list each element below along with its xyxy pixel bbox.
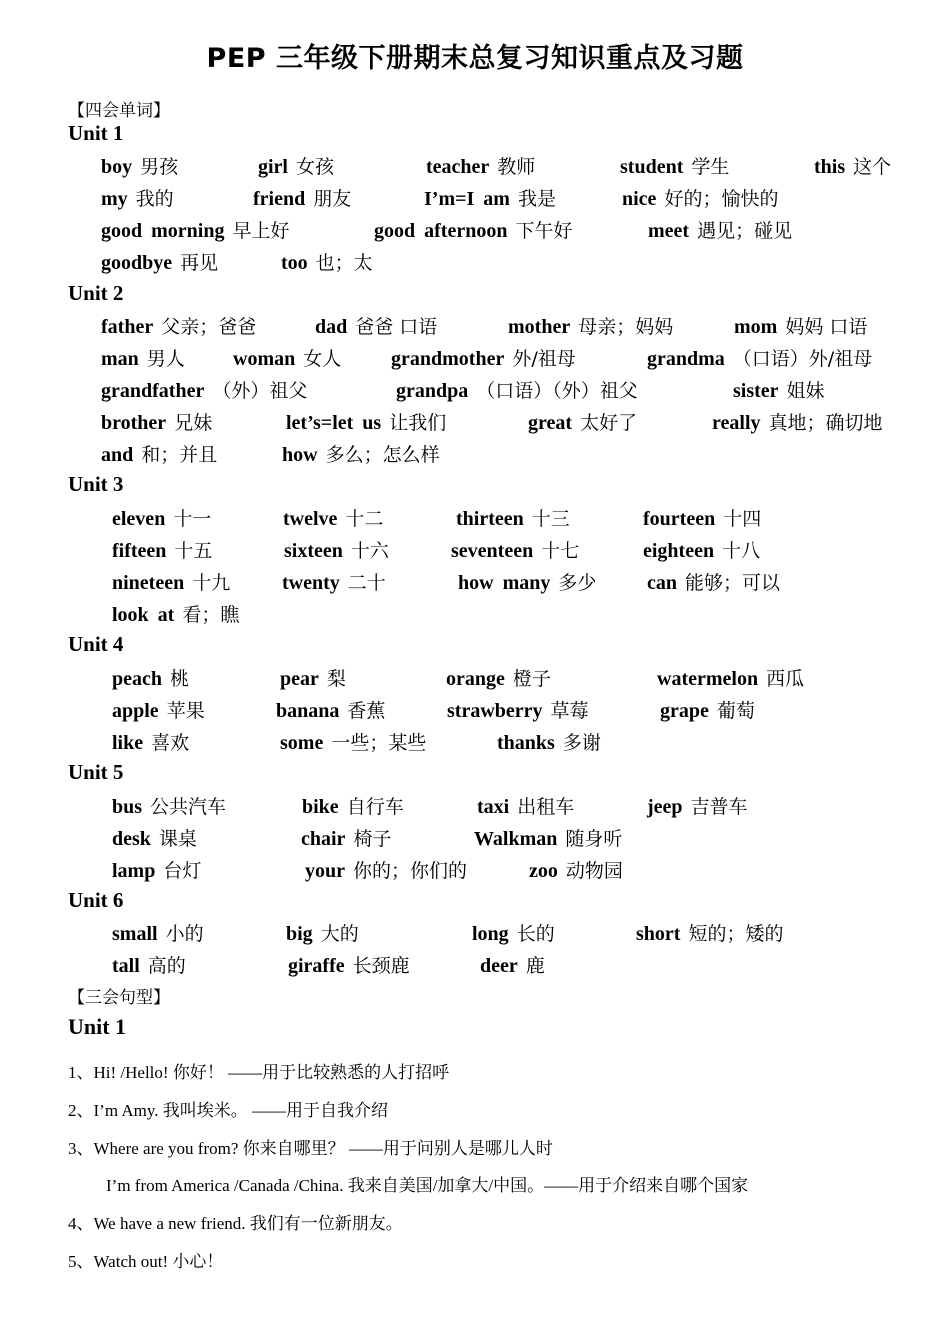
vocab-word: desk (112, 828, 151, 850)
vocab-entry (315, 313, 437, 340)
vocab-entry (253, 185, 351, 212)
vocab-meaning: （口语）外/祖母 (732, 348, 873, 370)
vocab-entry (112, 857, 201, 884)
vocab-word: orange (446, 668, 505, 690)
vocab-word: boy (101, 156, 133, 178)
vocab-meaning: （口语）（外）祖父 (476, 380, 638, 402)
vocab-word: fifteen (112, 540, 167, 562)
vocab-entry (101, 313, 256, 340)
vocab-entry (648, 217, 792, 244)
vocab-entry (112, 665, 189, 692)
vocab-entry (101, 377, 307, 404)
vocab-meaning: 外/祖母 (512, 348, 576, 370)
vocab-entry (477, 793, 574, 820)
vocab-entry (447, 697, 589, 724)
vocab-meaning: 十三 (531, 508, 570, 530)
vocab-word: can (647, 572, 677, 594)
vocab-meaning: 这个 (853, 156, 892, 178)
vocab-meaning: 喜欢 (151, 732, 190, 754)
vocab-meaning: 兄妹 (174, 412, 213, 434)
vocab-entry (284, 537, 389, 564)
unit-label: Unit 4 (68, 632, 124, 656)
vocab-entry (112, 793, 226, 820)
vocab-heading: 【四会单词】 (68, 101, 170, 121)
vocab-entry (282, 441, 440, 468)
vocab-meaning: 母亲；妈妈 (578, 316, 674, 338)
vocab-entry (101, 185, 174, 212)
vocab-word: look at (112, 604, 175, 626)
vocab-meaning: 十六 (350, 540, 389, 562)
vocab-word: chair (301, 828, 346, 850)
vocab-meaning: 早上好 (232, 220, 290, 242)
vocab-word: girl (258, 156, 288, 178)
vocab-entry (458, 569, 596, 596)
sentence-2: 2、I’m Amy. 我叫埃米。 ——用于自我介绍 (68, 1101, 389, 1120)
vocab-entry (622, 185, 778, 212)
vocab-entry (657, 665, 804, 692)
vocab-meaning: 你的；你们的 (353, 860, 468, 882)
vocab-meaning: 好的；愉快的 (664, 188, 779, 210)
vocab-entry (426, 153, 535, 180)
vocab-word: Walkman (474, 828, 558, 850)
vocab-word: fourteen (643, 508, 716, 530)
sentence-4: 4、We have a new friend. 我们有一位新朋友。 (68, 1214, 403, 1233)
vocab-word: pear (280, 668, 319, 690)
vocab-entry (258, 153, 334, 180)
vocab-word: how (282, 444, 318, 466)
vocab-entry (101, 153, 178, 180)
vocab-entry (474, 825, 622, 852)
vocab-word: apple (112, 700, 159, 722)
vocab-entry (647, 569, 780, 596)
vocab-word: great (528, 412, 573, 434)
vocab-entry (233, 345, 341, 372)
vocab-word: and (101, 444, 134, 466)
vocab-meaning: 长颈鹿 (352, 955, 410, 977)
vocab-meaning: 一些；某些 (331, 732, 427, 754)
vocab-word: peach (112, 668, 162, 690)
vocab-meaning: 课桌 (158, 828, 197, 850)
vocab-meaning: 自行车 (346, 796, 404, 818)
vocab-entry (112, 952, 186, 979)
vocab-word: mom (734, 316, 778, 338)
vocab-word: bus (112, 796, 143, 818)
vocab-meaning: 鹿 (525, 955, 545, 977)
sentence-1: 1、Hi! /Hello! 你好！ ——用于比较熟悉的人打招呼 (68, 1063, 450, 1082)
vocab-meaning: 十四 (723, 508, 762, 530)
vocab-entry (282, 569, 386, 596)
vocab-meaning: 女孩 (296, 156, 335, 178)
vocab-entry (112, 569, 230, 596)
vocab-word: giraffe (288, 955, 345, 977)
vocab-word: grandfather (101, 380, 205, 402)
vocab-entry (643, 505, 761, 532)
vocab-meaning: 看；瞧 (182, 604, 240, 626)
vocab-entry (497, 729, 601, 756)
vocab-entry (451, 537, 579, 564)
vocab-word: too (281, 252, 308, 274)
vocab-meaning: 公共汽车 (150, 796, 227, 818)
sentence-3-answer: I’m from America /Canada /China. 我来自美国/加拿大/中国。——用于介绍来自哪个国家 (106, 1176, 749, 1195)
vocab-entry (480, 952, 545, 979)
vocab-meaning: 十五 (174, 540, 213, 562)
vocab-entry (276, 697, 385, 724)
vocab-word: twenty (282, 572, 340, 594)
vocab-entry (286, 920, 359, 947)
vocab-word: your (305, 860, 345, 882)
vocab-entry (286, 409, 446, 436)
unit-label: Unit 3 (68, 472, 124, 496)
vocab-meaning: 十九 (192, 572, 231, 594)
vocab-word: let’s=let us (286, 412, 382, 434)
vocab-entry (301, 825, 391, 852)
unit-label: Unit 1 (68, 121, 124, 145)
vocab-entry (647, 793, 748, 820)
vocab-meaning: 妈妈 口语 (785, 316, 868, 338)
vocab-entry (643, 537, 760, 564)
vocab-word: bike (302, 796, 339, 818)
vocab-entry (101, 249, 218, 276)
vocab-entry (456, 505, 570, 532)
vocab-meaning: 学生 (691, 156, 730, 178)
vocab-word: sister (733, 380, 779, 402)
sentence-unit-label: Unit 1 (68, 1014, 127, 1039)
vocab-word: grandpa (396, 380, 469, 402)
vocab-word: lamp (112, 860, 156, 882)
vocab-entry (660, 697, 755, 724)
vocab-word: father (101, 316, 154, 338)
vocab-word: mother (508, 316, 571, 338)
vocab-entry (112, 537, 212, 564)
vocab-word: I’m=I am (424, 188, 510, 210)
vocab-word: student (620, 156, 684, 178)
vocab-word: woman (233, 348, 296, 370)
vocab-entry (283, 505, 383, 532)
vocab-meaning: 多谢 (562, 732, 601, 754)
vocab-entry (281, 249, 373, 276)
vocab-meaning: 姐妹 (786, 380, 825, 402)
vocab-entry (529, 857, 623, 884)
vocab-word: nineteen (112, 572, 185, 594)
sentence-3: 3、Where are you from? 你来自哪里？ ——用于问别人是哪儿人时 (68, 1139, 553, 1158)
vocab-meaning: 我是 (517, 188, 556, 210)
vocab-meaning: 再见 (180, 252, 219, 274)
vocab-entry (391, 345, 576, 372)
vocab-entry (424, 185, 556, 212)
vocab-word: grandma (647, 348, 725, 370)
vocab-word: deer (480, 955, 518, 977)
vocab-word: seventeen (451, 540, 534, 562)
vocab-meaning: （外）祖父 (212, 380, 308, 402)
vocab-meaning: 二十 (347, 572, 386, 594)
vocab-entry (288, 952, 410, 979)
vocab-meaning: 教师 (497, 156, 536, 178)
vocab-meaning: 下午好 (515, 220, 573, 242)
vocab-word: strawberry (447, 700, 543, 722)
vocab-meaning: 小的 (165, 923, 204, 945)
vocab-word: goodbye (101, 252, 173, 274)
vocab-word: twelve (283, 508, 338, 530)
vocab-entry (734, 313, 867, 340)
vocab-word: good afternoon (374, 220, 508, 242)
vocab-word: banana (276, 700, 340, 722)
vocab-entry (112, 729, 189, 756)
vocab-meaning: 爸爸 口语 (355, 316, 438, 338)
vocab-entry (508, 313, 673, 340)
vocab-meaning: 多么；怎么样 (325, 444, 440, 466)
unit-label: Unit 5 (68, 760, 124, 784)
vocab-meaning: 随身听 (565, 828, 623, 850)
vocab-meaning: 短的；矮的 (688, 923, 784, 945)
vocab-entry (112, 505, 211, 532)
vocab-meaning: 桃 (170, 668, 190, 690)
vocab-word: eighteen (643, 540, 715, 562)
vocab-word: grape (660, 700, 709, 722)
vocab-entry (112, 920, 204, 947)
vocab-meaning: 葡萄 (716, 700, 755, 722)
vocab-entry (528, 409, 637, 436)
vocab-entry (101, 345, 185, 372)
vocab-word: short (636, 923, 681, 945)
vocab-entry (302, 793, 404, 820)
vocab-meaning: 能够；可以 (685, 572, 781, 594)
vocab-entry (305, 857, 467, 884)
vocab-meaning: 遇见；碰见 (697, 220, 793, 242)
vocab-entry (733, 377, 825, 404)
vocab-word: thirteen (456, 508, 524, 530)
vocab-entry (101, 441, 217, 468)
vocab-word: nice (622, 188, 657, 210)
vocab-word: dad (315, 316, 348, 338)
vocab-meaning: 父亲；爸爸 (161, 316, 257, 338)
vocab-meaning: 十七 (541, 540, 580, 562)
vocab-meaning: 大的 (320, 923, 359, 945)
vocab-word: meet (648, 220, 690, 242)
vocab-entry (280, 665, 346, 692)
vocab-word: this (814, 156, 846, 178)
vocab-meaning: 女人 (303, 348, 342, 370)
vocab-meaning: 十一 (173, 508, 212, 530)
vocab-meaning: 苹果 (166, 700, 205, 722)
vocab-meaning: 十二 (345, 508, 384, 530)
vocab-entry (647, 345, 872, 372)
vocab-entry (112, 601, 239, 628)
vocab-word: jeep (647, 796, 683, 818)
vocab-meaning: 长的 (516, 923, 555, 945)
vocab-meaning: 朋友 (313, 188, 352, 210)
vocab-word: good morning (101, 220, 225, 242)
vocab-meaning: 让我们 (389, 412, 447, 434)
vocab-entry (396, 377, 638, 404)
vocab-meaning: 吉普车 (690, 796, 748, 818)
vocab-entry (374, 217, 572, 244)
vocab-word: small (112, 923, 158, 945)
vocab-word: taxi (477, 796, 510, 818)
vocab-entry (446, 665, 551, 692)
vocab-meaning: 动物园 (565, 860, 623, 882)
vocab-meaning: 高的 (147, 955, 186, 977)
vocab-meaning: 十八 (722, 540, 761, 562)
vocab-entry (280, 729, 426, 756)
vocab-word: watermelon (657, 668, 759, 690)
vocab-meaning: 我的 (135, 188, 174, 210)
vocab-meaning: 香蕉 (347, 700, 386, 722)
vocab-meaning: 梨 (326, 668, 346, 690)
vocab-word: friend (253, 188, 306, 210)
vocab-word: tall (112, 955, 140, 977)
vocab-word: thanks (497, 732, 555, 754)
vocab-meaning: 男人 (146, 348, 185, 370)
vocab-entry (472, 920, 555, 947)
vocab-meaning: 出租车 (517, 796, 575, 818)
vocab-meaning: 台灯 (163, 860, 202, 882)
vocab-entry (712, 409, 883, 436)
vocab-entry (112, 825, 197, 852)
vocab-word: eleven (112, 508, 166, 530)
vocab-entry (101, 217, 289, 244)
vocab-entry (112, 697, 205, 724)
vocab-word: how many (458, 572, 551, 594)
vocab-word: really (712, 412, 761, 434)
vocab-word: long (472, 923, 509, 945)
vocab-meaning: 多少 (558, 572, 597, 594)
vocab-word: like (112, 732, 144, 754)
vocab-meaning: 西瓜 (766, 668, 805, 690)
unit-label: Unit 6 (68, 888, 124, 912)
vocab-entry (814, 153, 891, 180)
vocab-word: grandmother (391, 348, 505, 370)
vocab-meaning: 椅子 (353, 828, 392, 850)
vocab-entry (620, 153, 729, 180)
unit-label: Unit 2 (68, 281, 124, 305)
vocab-word: my (101, 188, 128, 210)
vocab-word: big (286, 923, 313, 945)
vocab-meaning: 真地；确切地 (768, 412, 883, 434)
page-title: PEP 三年级下册期末总复习知识重点及习题 (206, 43, 744, 74)
vocab-entry (636, 920, 783, 947)
vocab-meaning: 也；太 (315, 252, 373, 274)
vocab-entry (101, 409, 212, 436)
vocab-meaning: 和；并且 (141, 444, 218, 466)
vocab-word: brother (101, 412, 167, 434)
vocab-meaning: 太好了 (580, 412, 638, 434)
sentence-5: 5、Watch out! 小心！ (68, 1252, 224, 1271)
vocab-word: sixteen (284, 540, 343, 562)
vocab-word: man (101, 348, 139, 370)
vocab-meaning: 草莓 (550, 700, 589, 722)
vocab-meaning: 橙子 (512, 668, 551, 690)
sentence-heading: 【三会句型】 (68, 988, 170, 1008)
vocab-word: teacher (426, 156, 490, 178)
vocab-word: zoo (529, 860, 558, 882)
vocab-word: some (280, 732, 324, 754)
vocab-meaning: 男孩 (140, 156, 179, 178)
